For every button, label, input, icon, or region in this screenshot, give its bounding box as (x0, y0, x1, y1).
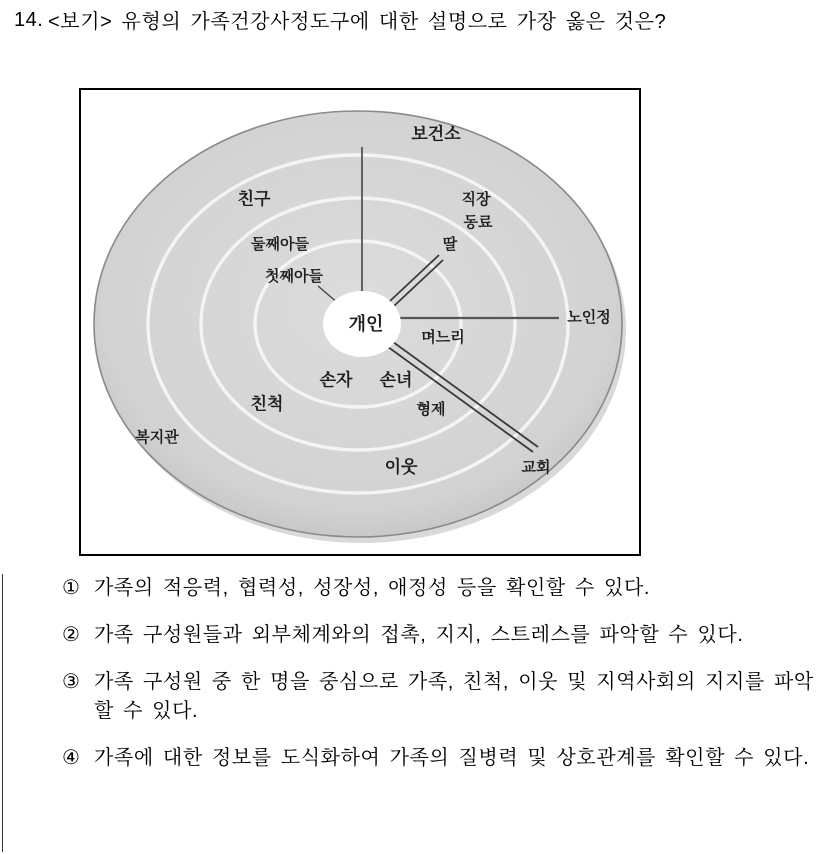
ecomap-label-grandson: 손자 (319, 370, 353, 390)
option-4[interactable] (62, 744, 822, 773)
ecomap-label-daughter: 딸 (442, 235, 458, 253)
option-3[interactable] (62, 668, 822, 726)
ecomap-label-friend: 친구 (237, 189, 271, 209)
option-2-text: 가족 구성원들과 외부체계와의 접촉, 지지, 스트레스를 파악할 수 있다. (94, 624, 744, 646)
option-2-marker: ② (62, 624, 81, 646)
option-4-text: 가족에 대한 정보를 도식화하여 가족의 질병력 및 상호관계를 확인할 수 있다. (94, 747, 810, 769)
ecomap-label-workplace: 직장 (461, 190, 491, 208)
ecomap-label-relatives: 친척 (250, 394, 284, 414)
option-3-text: 가족 구성원 중 한 명을 중심으로 가족, 친척, 이웃 및 지역사회의 지지를 파악할 수 있다. (94, 671, 814, 722)
question-stem: <보기> 유형의 가족건강사정도구에 대한 설명으로 가장 옳은 것은? (48, 11, 667, 33)
option-3-marker: ③ (62, 671, 81, 693)
ecomap-label-church: 교회 (521, 458, 551, 476)
option-2[interactable] (62, 621, 822, 650)
options-margin-rule (2, 574, 3, 852)
ecomap-label-senior-center: 노인정 (567, 308, 611, 326)
ecomap-label-neighbor: 이웃 (384, 457, 418, 477)
ecomap-label-second-son: 둘째아들 (251, 235, 309, 253)
ecomap-label-first-son: 첫째아들 (265, 267, 323, 285)
ecomap-label-siblings: 형제 (416, 400, 446, 418)
ecomap-label-daughter-in-law: 며느리 (421, 328, 465, 346)
option-1-text: 가족의 적응력, 협력성, 성장성, 애정성 등을 확인할 수 있다. (94, 577, 651, 599)
ecomap-label-coworker: 동료 (463, 213, 493, 231)
option-1[interactable] (62, 574, 822, 603)
ecomap-label-welfare-center: 복지관 (135, 428, 179, 446)
question-number: 14. (14, 9, 44, 31)
ecomap-diagram (81, 90, 635, 550)
ecomap-label-health-center: 보건소 (411, 124, 461, 144)
question-block (0, 0, 826, 80)
option-4-marker: ④ (62, 747, 81, 769)
ecomap-label-granddaughter: 손녀 (379, 370, 413, 390)
diagram-frame (79, 88, 641, 556)
option-1-marker: ① (62, 577, 81, 599)
options-list (62, 574, 822, 791)
ecomap-label-individual: 개인 (348, 313, 384, 334)
